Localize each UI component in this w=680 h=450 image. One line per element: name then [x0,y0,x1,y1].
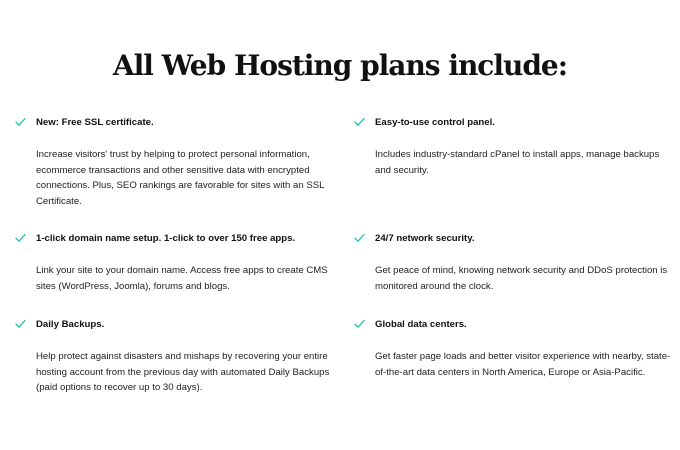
page-title: All Web Hosting plans include: [112,49,568,82]
feature-heading: Easy-to-use control panel. [375,117,495,128]
feature-heading: Daily Backups. [36,319,105,330]
feature-control-panel [375,116,675,178]
feature-heading: 1-click domain name setup. 1-click to over 150 free apps. [36,233,296,244]
feature-heading: New: Free SSL certificate. [36,117,154,128]
feature-description: Increase visitors' trust by helping to protect personal information, ecommerce transactions and other sensitive data with encrypted connections. Plus, SEO rankings are favorable for sites with an SSL Certificate. [36,149,325,207]
feature-description: Help protect against disasters and mishaps by recovering your entire hosting account from the previous day with automated Daily Backups (paid options to recover up to 30 days). [36,351,330,393]
feature-description: Link your site to your domain name. Access free apps to create CMS sites (WordPress, Joomla), forums and blogs. [36,265,328,292]
feature-ssl-certificate [36,116,336,209]
check-icon [15,117,26,127]
feature-description: Includes industry-standard cPanel to install apps, manage backups and security. [375,149,660,176]
feature-description: Get faster page loads and better visitor experience with nearby, state-of-the-art data centers in North America, Europe or Asia-Pacific. [375,351,671,378]
feature-heading: Global data centers. [375,319,467,330]
check-icon [354,233,365,243]
feature-network-security [375,232,675,294]
feature-global-data-centers [375,318,675,380]
feature-heading: 24/7 network security. [375,233,475,244]
feature-description: Get peace of mind, knowing network security and DDoS protection is monitored around the clock. [375,265,668,292]
check-icon [15,319,26,329]
feature-daily-backups [36,318,336,396]
check-icon [354,319,365,329]
feature-domain-setup [36,232,336,294]
check-icon [15,233,26,243]
check-icon [354,117,365,127]
